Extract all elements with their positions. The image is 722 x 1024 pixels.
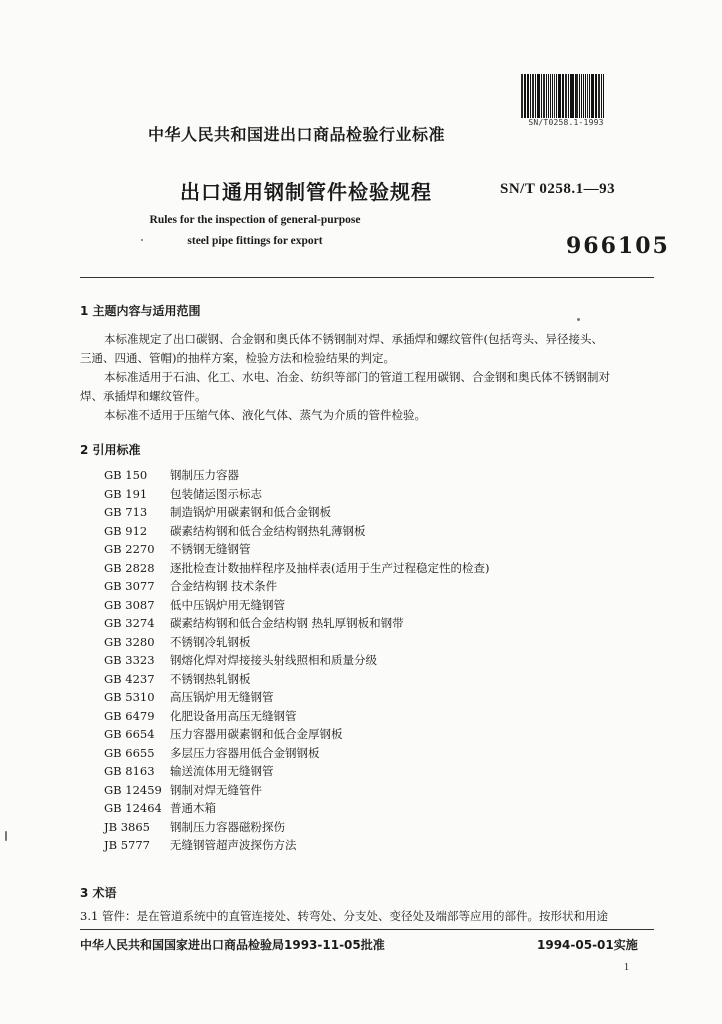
reference-item bbox=[104, 799, 489, 818]
barcode bbox=[521, 74, 605, 118]
reference-item bbox=[104, 633, 489, 652]
title-en-line1: Rules for the inspection of general-purpose bbox=[149, 214, 361, 226]
section2-heading: 2 引用标准 bbox=[80, 443, 141, 457]
reference-code: GB 912 bbox=[104, 523, 148, 538]
section1-heading: 1 主题内容与适用范围 bbox=[80, 304, 201, 318]
barcode-bar bbox=[570, 74, 571, 118]
reference-item bbox=[104, 651, 489, 670]
industry-standard-title: 中华人民共和国进出口商品检验行业标准 bbox=[148, 125, 446, 144]
barcode-text: SN/T0258.1-1993 bbox=[528, 118, 604, 127]
barcode-bar bbox=[583, 74, 585, 118]
reference-code: GB 2270 bbox=[104, 542, 155, 556]
reference-code: JB 3865 bbox=[104, 819, 150, 834]
barcode-bar bbox=[581, 74, 582, 118]
barcode-bar bbox=[548, 74, 549, 118]
barcode-bar bbox=[575, 74, 576, 118]
reference-item bbox=[104, 707, 489, 726]
section3-item-3-1: 3.1 管件：是在管道系统中的直管连接处、转弯处、分支处、变径处及端部等应用的部件。按形状和用途 bbox=[80, 909, 608, 923]
reference-code: GB 3274 bbox=[104, 616, 155, 630]
barcode-bar bbox=[601, 74, 602, 118]
document-code: 966105 bbox=[566, 233, 670, 259]
barcode-bar bbox=[558, 74, 560, 118]
reference-item bbox=[104, 559, 489, 578]
reference-code: GB 191 bbox=[104, 486, 148, 501]
reference-title: 钢制对焊无缝管件 bbox=[170, 782, 262, 797]
reference-title: 不锈钢冷轧钢板 bbox=[170, 634, 251, 649]
reference-title: 无缝钢管超声波探伤方法 bbox=[170, 838, 297, 852]
reference-item bbox=[104, 836, 489, 855]
reference-item bbox=[104, 466, 489, 485]
barcode-bar bbox=[537, 74, 538, 118]
reference-code: GB 713 bbox=[104, 505, 148, 519]
reference-title: 合金结构钢 技术条件 bbox=[170, 579, 278, 593]
document-title-cn: 出口通用钢制管件检验规程 bbox=[180, 180, 432, 204]
barcode-bar bbox=[576, 74, 578, 118]
barcode-bar bbox=[541, 74, 542, 118]
barcode-bar bbox=[543, 74, 545, 118]
title-en-line2: steel pipe fittings for export bbox=[187, 235, 323, 247]
reference-title: 碳素结构钢和低合金结构钢 热轧厚钢板和钢带 bbox=[170, 616, 404, 630]
reference-item bbox=[104, 688, 489, 707]
reference-title: 多层压力容器用低合金钢钢板 bbox=[170, 745, 320, 760]
barcode-bar bbox=[530, 74, 531, 118]
reference-title: 碳素结构钢和低合金结构钢热轧薄钢板 bbox=[170, 523, 366, 538]
barcode-bar bbox=[535, 74, 536, 118]
reference-item bbox=[104, 744, 489, 763]
barcode-bar bbox=[552, 74, 553, 118]
reference-item bbox=[104, 762, 489, 781]
section1-p3: 本标准不适用于压缩气体、液化气体、蒸气为介质的管件检验。 bbox=[104, 408, 426, 422]
barcode-bar bbox=[579, 74, 580, 118]
approval-line: 中华人民共和国国家进出口商品检验局1993-11-05批准 bbox=[80, 938, 385, 952]
barcode-bar bbox=[521, 74, 523, 118]
section1-p2-line2: 焊、承插焊和螺纹管件。 bbox=[80, 389, 207, 403]
barcode-bar bbox=[603, 74, 605, 118]
barcode-bar bbox=[565, 74, 567, 118]
section1-p1-line2: 三通、四通、管帽)的抽样方案，检验方法和检验结果的判定。 bbox=[80, 351, 395, 365]
barcode-bar bbox=[554, 74, 555, 118]
barcode-bar bbox=[532, 74, 534, 118]
reference-title: 压力容器用碳素钢和低合金厚钢板 bbox=[170, 727, 343, 741]
reference-code: GB 6479 bbox=[104, 708, 155, 723]
reference-code: GB 4237 bbox=[104, 671, 155, 686]
barcode-bar bbox=[527, 74, 529, 118]
reference-code: GB 12459 bbox=[104, 782, 162, 797]
barcode-bar bbox=[568, 74, 569, 118]
barcode-bar bbox=[562, 74, 563, 118]
reference-code: GB 12464 bbox=[104, 801, 162, 815]
barcode-bar bbox=[525, 74, 526, 118]
barcode-bar bbox=[589, 74, 591, 118]
barcode-bar bbox=[587, 74, 588, 118]
reference-code: GB 2828 bbox=[104, 560, 155, 575]
reference-code: GB 3087 bbox=[104, 597, 155, 612]
barcode-bar bbox=[550, 74, 552, 118]
reference-title: 低中压锅炉用无缝钢管 bbox=[170, 597, 285, 612]
reference-item bbox=[104, 485, 489, 504]
standard-number: SN/T 0258.1—93 bbox=[500, 181, 616, 197]
reference-title: 不锈钢热轧钢板 bbox=[170, 671, 251, 686]
reference-list bbox=[104, 466, 489, 855]
reference-code: GB 3280 bbox=[104, 634, 155, 649]
reference-code: JB 5777 bbox=[104, 838, 150, 852]
barcode-bar bbox=[591, 74, 593, 118]
section3-heading: 3 术语 bbox=[80, 886, 117, 900]
barcode-bar bbox=[538, 74, 540, 118]
section1-p1-line1: 本标准规定了出口碳钢、合金钢和奥氏体不锈钢制对焊、承插焊和螺纹管件(包括弯头、异径接头、 bbox=[104, 332, 603, 346]
barcode-bar bbox=[595, 74, 596, 118]
page-number: 1 bbox=[624, 962, 629, 973]
section1-p2-line1: 本标准适用于石油、化工、水电、冶金、纺织等部门的管道工程用碳钢、合金钢和奥氏体不锈钢制对 bbox=[104, 370, 610, 384]
reference-title: 制造锅炉用碳素钢和低合金钢板 bbox=[170, 505, 331, 519]
reference-code: GB 6655 bbox=[104, 745, 155, 760]
document-title-en bbox=[130, 210, 380, 252]
scan-speck bbox=[5, 831, 7, 841]
barcode-bar bbox=[585, 74, 586, 118]
barcode-bar bbox=[524, 74, 525, 118]
reference-item bbox=[104, 596, 489, 615]
barcode-bar bbox=[571, 74, 573, 118]
implementation-date: 1994-05-01实施 bbox=[537, 938, 638, 952]
scan-speck bbox=[141, 239, 143, 241]
reference-code: GB 3077 bbox=[104, 579, 155, 593]
barcode-bar bbox=[596, 74, 597, 118]
footer-divider bbox=[80, 929, 654, 930]
reference-code: GB 5310 bbox=[104, 690, 155, 704]
reference-title: 输送流体用无缝钢管 bbox=[170, 764, 274, 778]
reference-title: 化肥设备用高压无缝钢管 bbox=[170, 708, 297, 723]
reference-title: 不锈钢无缝钢管 bbox=[170, 542, 251, 556]
reference-item bbox=[104, 781, 489, 800]
reference-title: 包装储运图示标志 bbox=[170, 486, 262, 501]
reference-item bbox=[104, 614, 489, 633]
reference-item bbox=[104, 818, 489, 837]
reference-item bbox=[104, 540, 489, 559]
barcode-bar bbox=[598, 74, 600, 118]
reference-title: 逐批检查计数抽样程序及抽样表(适用于生产过程稳定性的检查) bbox=[170, 560, 490, 575]
reference-title: 普通木箱 bbox=[170, 801, 216, 815]
reference-code: GB 6654 bbox=[104, 727, 155, 741]
reference-code: GB 150 bbox=[104, 468, 148, 482]
barcode-bar bbox=[556, 74, 558, 118]
reference-title: 钢熔化焊对焊接接头射线照相和质量分级 bbox=[170, 653, 377, 667]
reference-title: 钢制压力容器磁粉探伤 bbox=[170, 819, 285, 834]
reference-item bbox=[104, 577, 489, 596]
reference-code: GB 8163 bbox=[104, 764, 155, 778]
reference-item bbox=[104, 725, 489, 744]
reference-title: 高压锅炉用无缝钢管 bbox=[170, 690, 274, 704]
scan-speck bbox=[577, 318, 580, 321]
reference-item bbox=[104, 522, 489, 541]
reference-item bbox=[104, 670, 489, 689]
reference-code: GB 3323 bbox=[104, 653, 155, 667]
reference-item bbox=[104, 503, 489, 522]
reference-title: 钢制压力容器 bbox=[170, 468, 239, 482]
barcode-bar bbox=[563, 74, 564, 118]
barcode-bar bbox=[546, 74, 547, 118]
header-divider bbox=[80, 277, 654, 278]
